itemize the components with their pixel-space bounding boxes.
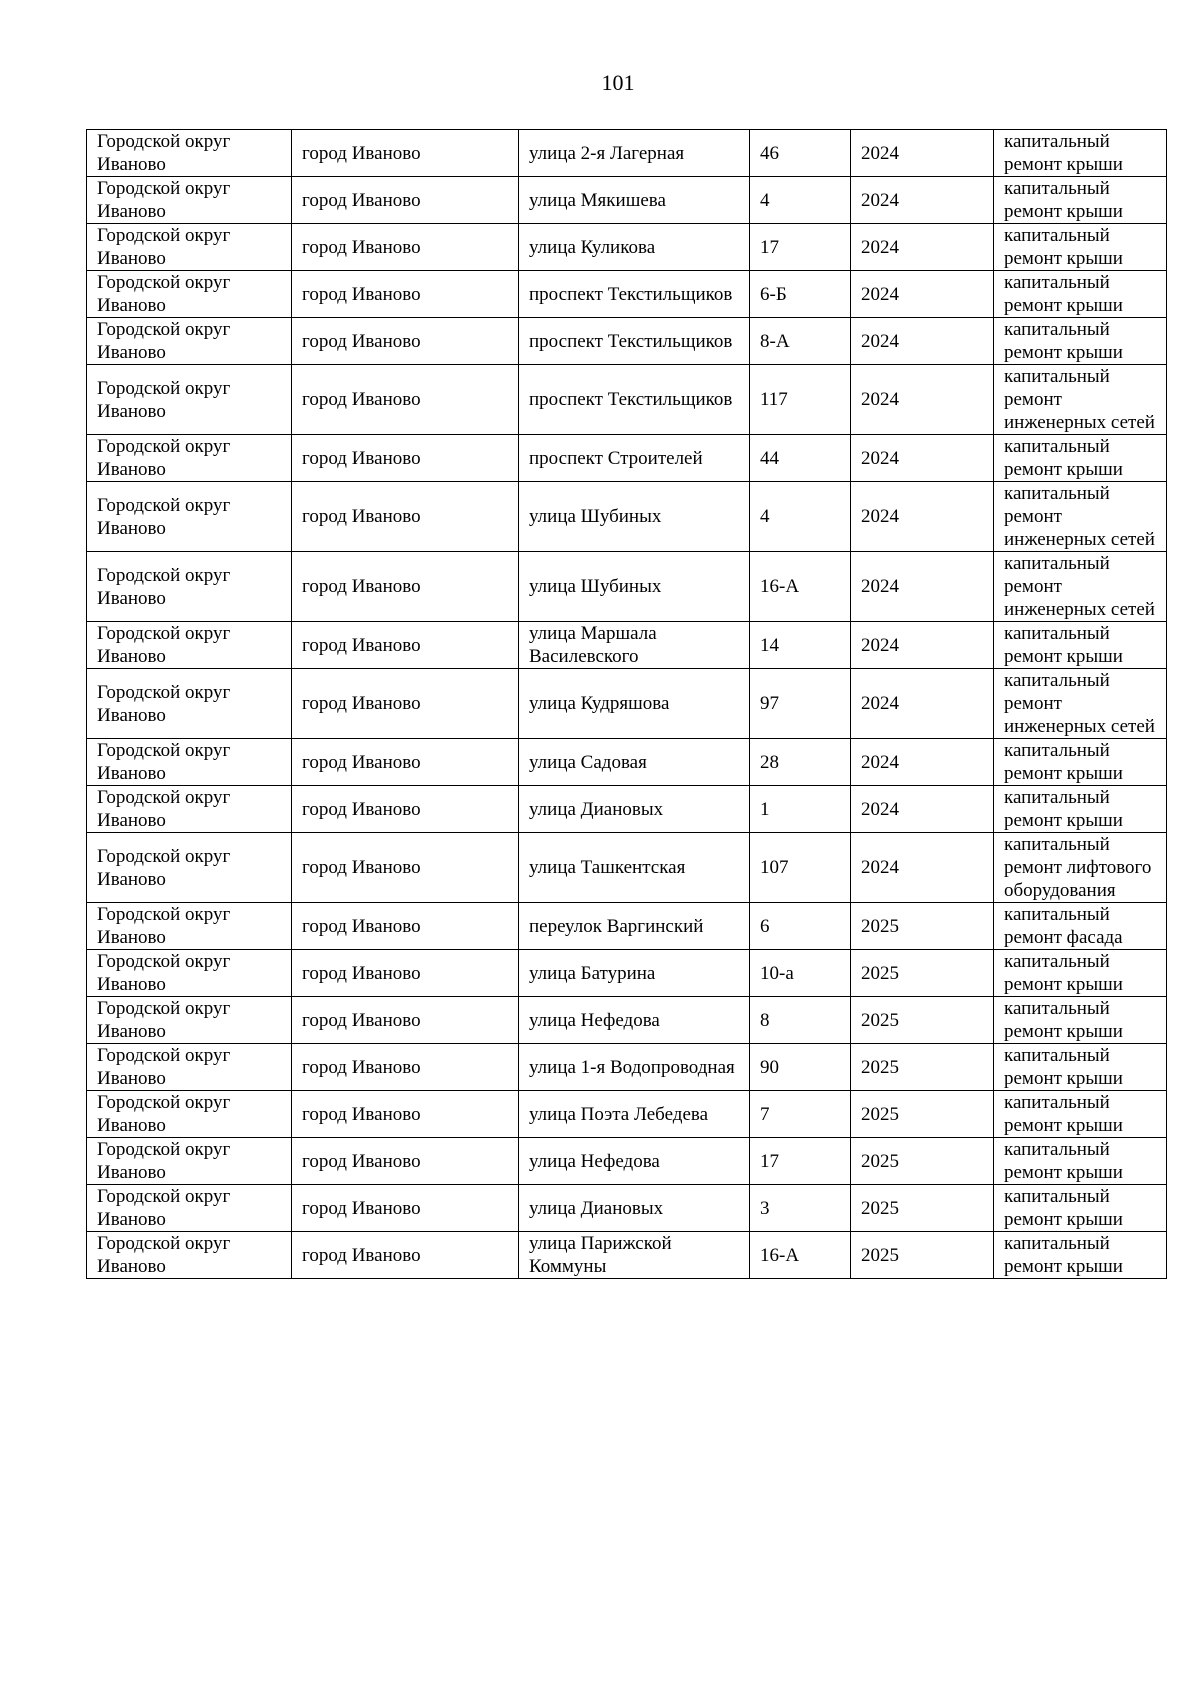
year-cell: 2024 bbox=[851, 224, 994, 271]
city-cell: город Иваново bbox=[292, 177, 519, 224]
street-cell: улица Поэта Лебедева bbox=[519, 1091, 750, 1138]
work-type-cell: капитальный ремонт крыши bbox=[994, 950, 1167, 997]
year-cell: 2024 bbox=[851, 271, 994, 318]
street-cell: проспект Текстильщиков bbox=[519, 271, 750, 318]
table-row bbox=[87, 622, 1167, 669]
municipality-cell: Городской округ Иваново bbox=[87, 482, 292, 552]
year-cell: 2025 bbox=[851, 1091, 994, 1138]
street-cell: улица Мякишева bbox=[519, 177, 750, 224]
table-row bbox=[87, 130, 1167, 177]
house-number-cell: 97 bbox=[750, 669, 851, 739]
municipality-cell: Городской округ Иваново bbox=[87, 950, 292, 997]
municipality-cell: Городской округ Иваново bbox=[87, 669, 292, 739]
street-cell: проспект Текстильщиков bbox=[519, 318, 750, 365]
table-row bbox=[87, 271, 1167, 318]
work-type-cell: капитальный ремонт крыши bbox=[994, 177, 1167, 224]
street-cell: улица Шубиных bbox=[519, 482, 750, 552]
city-cell: город Иваново bbox=[292, 950, 519, 997]
house-number-cell: 10-а bbox=[750, 950, 851, 997]
municipality-cell: Городской округ Иваново bbox=[87, 739, 292, 786]
street-cell: улица 2-я Лагерная bbox=[519, 130, 750, 177]
city-cell: город Иваново bbox=[292, 833, 519, 903]
street-cell: улица Диановых bbox=[519, 786, 750, 833]
house-number-cell: 107 bbox=[750, 833, 851, 903]
work-type-cell: капитальный ремонт крыши bbox=[994, 997, 1167, 1044]
street-cell: переулок Варгинский bbox=[519, 903, 750, 950]
house-number-cell: 6 bbox=[750, 903, 851, 950]
municipality-cell: Городской округ Иваново bbox=[87, 224, 292, 271]
table-row bbox=[87, 224, 1167, 271]
municipality-cell: Городской округ Иваново bbox=[87, 997, 292, 1044]
work-type-cell: капитальный ремонт крыши bbox=[994, 739, 1167, 786]
house-number-cell: 1 bbox=[750, 786, 851, 833]
table-row bbox=[87, 552, 1167, 622]
year-cell: 2024 bbox=[851, 318, 994, 365]
municipality-cell: Городской округ Иваново bbox=[87, 435, 292, 482]
house-number-cell: 44 bbox=[750, 435, 851, 482]
table-row bbox=[87, 1185, 1167, 1232]
municipality-cell: Городской округ Иваново bbox=[87, 365, 292, 435]
street-cell: проспект Текстильщиков bbox=[519, 365, 750, 435]
year-cell: 2025 bbox=[851, 997, 994, 1044]
year-cell: 2024 bbox=[851, 130, 994, 177]
street-cell: проспект Строителей bbox=[519, 435, 750, 482]
work-type-cell: капитальный ремонт крыши bbox=[994, 130, 1167, 177]
city-cell: город Иваново bbox=[292, 435, 519, 482]
year-cell: 2025 bbox=[851, 1138, 994, 1185]
city-cell: город Иваново bbox=[292, 669, 519, 739]
page-number: 101 bbox=[601, 70, 635, 95]
municipality-cell: Городской округ Иваново bbox=[87, 833, 292, 903]
street-cell: улица 1-я Водопроводная bbox=[519, 1044, 750, 1091]
year-cell: 2024 bbox=[851, 739, 994, 786]
year-cell: 2025 bbox=[851, 903, 994, 950]
work-type-cell: капитальный ремонт крыши bbox=[994, 1185, 1167, 1232]
table-row bbox=[87, 1232, 1167, 1279]
work-type-cell: капитальный ремонт крыши bbox=[994, 271, 1167, 318]
municipality-cell: Городской округ Иваново bbox=[87, 903, 292, 950]
year-cell: 2024 bbox=[851, 786, 994, 833]
house-number-cell: 4 bbox=[750, 177, 851, 224]
house-number-cell: 16-А bbox=[750, 552, 851, 622]
table-row bbox=[87, 833, 1167, 903]
house-number-cell: 4 bbox=[750, 482, 851, 552]
municipality-cell: Городской округ Иваново bbox=[87, 1091, 292, 1138]
city-cell: город Иваново bbox=[292, 271, 519, 318]
year-cell: 2025 bbox=[851, 950, 994, 997]
house-number-cell: 7 bbox=[750, 1091, 851, 1138]
work-type-cell: капитальный ремонт инженерных сетей bbox=[994, 482, 1167, 552]
work-type-cell: капитальный ремонт лифтового оборудования bbox=[994, 833, 1167, 903]
city-cell: город Иваново bbox=[292, 1185, 519, 1232]
municipality-cell: Городской округ Иваново bbox=[87, 622, 292, 669]
street-cell: улица Диановых bbox=[519, 1185, 750, 1232]
work-type-cell: капитальный ремонт крыши bbox=[994, 1044, 1167, 1091]
city-cell: город Иваново bbox=[292, 622, 519, 669]
house-number-cell: 17 bbox=[750, 224, 851, 271]
house-number-cell: 117 bbox=[750, 365, 851, 435]
table-row bbox=[87, 739, 1167, 786]
municipality-cell: Городской округ Иваново bbox=[87, 552, 292, 622]
house-number-cell: 90 bbox=[750, 1044, 851, 1091]
work-type-cell: капитальный ремонт крыши bbox=[994, 622, 1167, 669]
house-number-cell: 8-А bbox=[750, 318, 851, 365]
table-row bbox=[87, 950, 1167, 997]
house-number-cell: 14 bbox=[750, 622, 851, 669]
city-cell: город Иваново bbox=[292, 997, 519, 1044]
street-cell: улица Батурина bbox=[519, 950, 750, 997]
street-cell: улица Садовая bbox=[519, 739, 750, 786]
city-cell: город Иваново bbox=[292, 1091, 519, 1138]
municipality-cell: Городской округ Иваново bbox=[87, 1232, 292, 1279]
city-cell: город Иваново bbox=[292, 552, 519, 622]
municipality-cell: Городской округ Иваново bbox=[87, 177, 292, 224]
work-type-cell: капитальный ремонт крыши bbox=[994, 1232, 1167, 1279]
house-number-cell: 17 bbox=[750, 1138, 851, 1185]
house-number-cell: 6-Б bbox=[750, 271, 851, 318]
repair-schedule-table bbox=[86, 129, 1167, 1279]
municipality-cell: Городской округ Иваново bbox=[87, 271, 292, 318]
work-type-cell: капитальный ремонт фасада bbox=[994, 903, 1167, 950]
work-type-cell: капитальный ремонт инженерных сетей bbox=[994, 669, 1167, 739]
year-cell: 2025 bbox=[851, 1185, 994, 1232]
municipality-cell: Городской округ Иваново bbox=[87, 130, 292, 177]
table-row bbox=[87, 997, 1167, 1044]
city-cell: город Иваново bbox=[292, 482, 519, 552]
year-cell: 2024 bbox=[851, 365, 994, 435]
street-cell: улица Нефедова bbox=[519, 1138, 750, 1185]
city-cell: город Иваново bbox=[292, 130, 519, 177]
municipality-cell: Городской округ Иваново bbox=[87, 1185, 292, 1232]
city-cell: город Иваново bbox=[292, 1232, 519, 1279]
year-cell: 2024 bbox=[851, 622, 994, 669]
table-row bbox=[87, 482, 1167, 552]
street-cell: улица Шубиных bbox=[519, 552, 750, 622]
house-number-cell: 16-А bbox=[750, 1232, 851, 1279]
table-row bbox=[87, 903, 1167, 950]
work-type-cell: капитальный ремонт инженерных сетей bbox=[994, 552, 1167, 622]
city-cell: город Иваново bbox=[292, 1138, 519, 1185]
table-row bbox=[87, 1044, 1167, 1091]
work-type-cell: капитальный ремонт крыши bbox=[994, 1091, 1167, 1138]
work-type-cell: капитальный ремонт крыши bbox=[994, 435, 1167, 482]
table-row bbox=[87, 435, 1167, 482]
year-cell: 2025 bbox=[851, 1232, 994, 1279]
house-number-cell: 46 bbox=[750, 130, 851, 177]
house-number-cell: 3 bbox=[750, 1185, 851, 1232]
table-body bbox=[87, 130, 1167, 1279]
municipality-cell: Городской округ Иваново bbox=[87, 1138, 292, 1185]
city-cell: город Иваново bbox=[292, 224, 519, 271]
city-cell: город Иваново bbox=[292, 786, 519, 833]
table-row bbox=[87, 318, 1167, 365]
house-number-cell: 28 bbox=[750, 739, 851, 786]
street-cell: улица Ташкентская bbox=[519, 833, 750, 903]
table-row bbox=[87, 1091, 1167, 1138]
table-row bbox=[87, 669, 1167, 739]
work-type-cell: капитальный ремонт инженерных сетей bbox=[994, 365, 1167, 435]
city-cell: город Иваново bbox=[292, 1044, 519, 1091]
house-number-cell: 8 bbox=[750, 997, 851, 1044]
table-row bbox=[87, 177, 1167, 224]
year-cell: 2024 bbox=[851, 435, 994, 482]
work-type-cell: капитальный ремонт крыши bbox=[994, 1138, 1167, 1185]
city-cell: город Иваново bbox=[292, 903, 519, 950]
year-cell: 2025 bbox=[851, 1044, 994, 1091]
year-cell: 2024 bbox=[851, 833, 994, 903]
city-cell: город Иваново bbox=[292, 365, 519, 435]
street-cell: улица Куликова bbox=[519, 224, 750, 271]
year-cell: 2024 bbox=[851, 482, 994, 552]
city-cell: город Иваново bbox=[292, 739, 519, 786]
table-row bbox=[87, 365, 1167, 435]
municipality-cell: Городской округ Иваново bbox=[87, 1044, 292, 1091]
year-cell: 2024 bbox=[851, 552, 994, 622]
work-type-cell: капитальный ремонт крыши bbox=[994, 786, 1167, 833]
street-cell: улица Парижской Коммуны bbox=[519, 1232, 750, 1279]
work-type-cell: капитальный ремонт крыши bbox=[994, 224, 1167, 271]
work-type-cell: капитальный ремонт крыши bbox=[994, 318, 1167, 365]
street-cell: улица Нефедова bbox=[519, 997, 750, 1044]
city-cell: город Иваново bbox=[292, 318, 519, 365]
municipality-cell: Городской округ Иваново bbox=[87, 318, 292, 365]
municipality-cell: Городской округ Иваново bbox=[87, 786, 292, 833]
year-cell: 2024 bbox=[851, 669, 994, 739]
table-row bbox=[87, 1138, 1167, 1185]
table-row bbox=[87, 786, 1167, 833]
year-cell: 2024 bbox=[851, 177, 994, 224]
street-cell: улица Кудряшова bbox=[519, 669, 750, 739]
street-cell: улица Маршала Василевского bbox=[519, 622, 750, 669]
